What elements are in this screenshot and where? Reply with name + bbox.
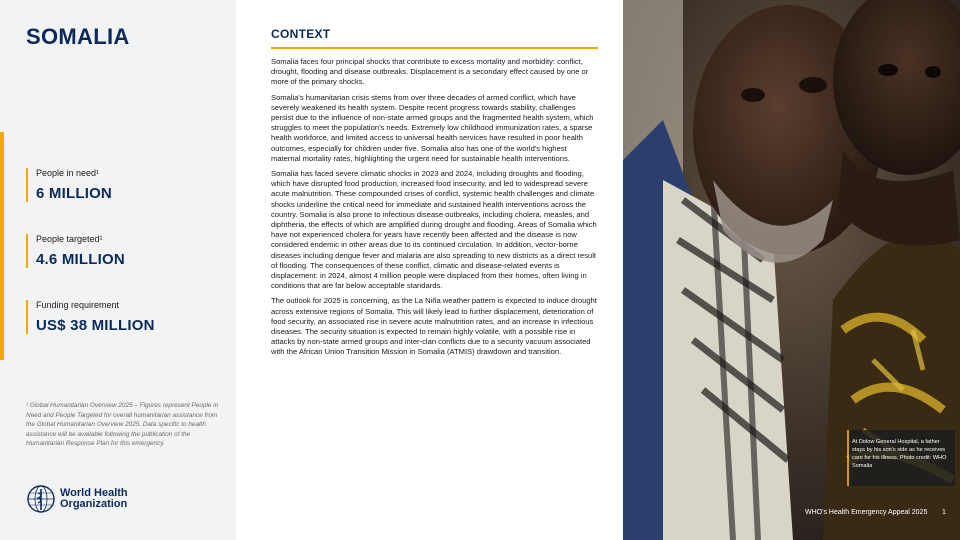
footer-appeal-title: WHO's Health Emergency Appeal 2025 [805,509,928,516]
main-content [271,27,598,363]
stat-people-in-need [26,168,112,202]
stat-label: People targeted¹ [36,234,103,244]
stat-value: 4.6 MILLION [36,251,125,268]
stat-label: People in need¹ [36,168,100,178]
who-logo-line2: Organization [60,498,128,510]
page-number: 1 [942,509,946,516]
stat-label: Funding requirement [36,300,120,310]
stat-funding-requirement [26,300,155,334]
footnote: ¹ Global Humanitarian Overview 2025 – Figures represent People in Need and People Targeted for overall humanitarian assistance from the Global Humanitarian Overview 2025. Data specific to health assistance will be available following the publication of the Humanitarian Response Plan for this emergency. [26,402,219,447]
photo-caption: At Dolow General Hospital, a father stays by his son's side as he receives care for his illness. Photo credit: WHO Somalia [852,439,947,469]
context-paragraph: Somalia faces four principal shocks that contribute to excess mortality and morbidity: conflict, drought, flooding and disease outbreaks. Displacement is a secondary effect caused by one or more of the primary shocks. [271,57,589,87]
section-heading: CONTEXT [271,27,331,41]
stat-people-targeted [26,234,125,268]
who-emblem-icon [26,484,56,514]
accent-bar [0,132,4,360]
stat-value: US$ 38 MILLION [36,317,155,334]
context-paragraph: The outlook for 2025 is concerning, as the La Niña weather pattern is expected to induce drought across extensive regions of Somalia. This will likely lead to further displacement, deterioration of food security, an associated rise in severe acute malnutrition rates, and an increase in infectious diseases. The security situation is expected to remain highly volatile, with a possible rise in attacks by non-state armed groups and inter-clan conflicts due to a security vacuum associated with the African Union Transition Mission in Somalia (ATMIS) drawdown and transition. [271,296,597,357]
context-paragraph: Somalia's humanitarian crisis stems from over three decades of armed conflict, which have severely weakened its health system. Despite recent progress towards stability, challenges persist due to the influence of non-state armed groups and the fragmented health system, which struggles to meet the population's needs. Extremely low childhood immunization rates, a sparse health workforce, and limited access to universal health services have resulted in poor health outcomes, especially for children under five. Somalia also has one of the world's highest maternal mortality rates, highlighting the urgent need for sustainable health interventions. [271,92,594,163]
context-paragraph: Somalia has faced severe climatic shocks in 2023 and 2024, including droughts and flooding, which have disrupted food production, increased food insecurity, and led to widespread severe acute malnutrition. These compounded crises of conflict, systemic health challenges and climate shocks underline the critical need for immediate and sustained health interventions across the country. Somalia is also prone to infectious disease outbreaks, including cholera, measles, and diphtheria, the effects of which are amplified during drought and flooding. Areas of Somalia which have not experienced cholera for years have recently been affected and the disease is now considered endemic in other areas due to its continued circulation. In addition, vector-borne diseases including dengue fever and malaria are also spreading to new districts as a direct result of flooding. The consequences of these conflict, climatic and disease-related events is displacement: in 2024, almost 4 million people were displaced from their homes, often living in conditions that are far below acceptable standards. [271,169,597,291]
heading-rule [271,47,598,49]
sidebar [0,0,236,540]
country-title: SOMALIA [26,24,130,49]
who-logo[interactable] [26,484,128,514]
who-logo-line1: World Health [60,487,128,499]
stat-value: 6 MILLION [36,185,112,202]
